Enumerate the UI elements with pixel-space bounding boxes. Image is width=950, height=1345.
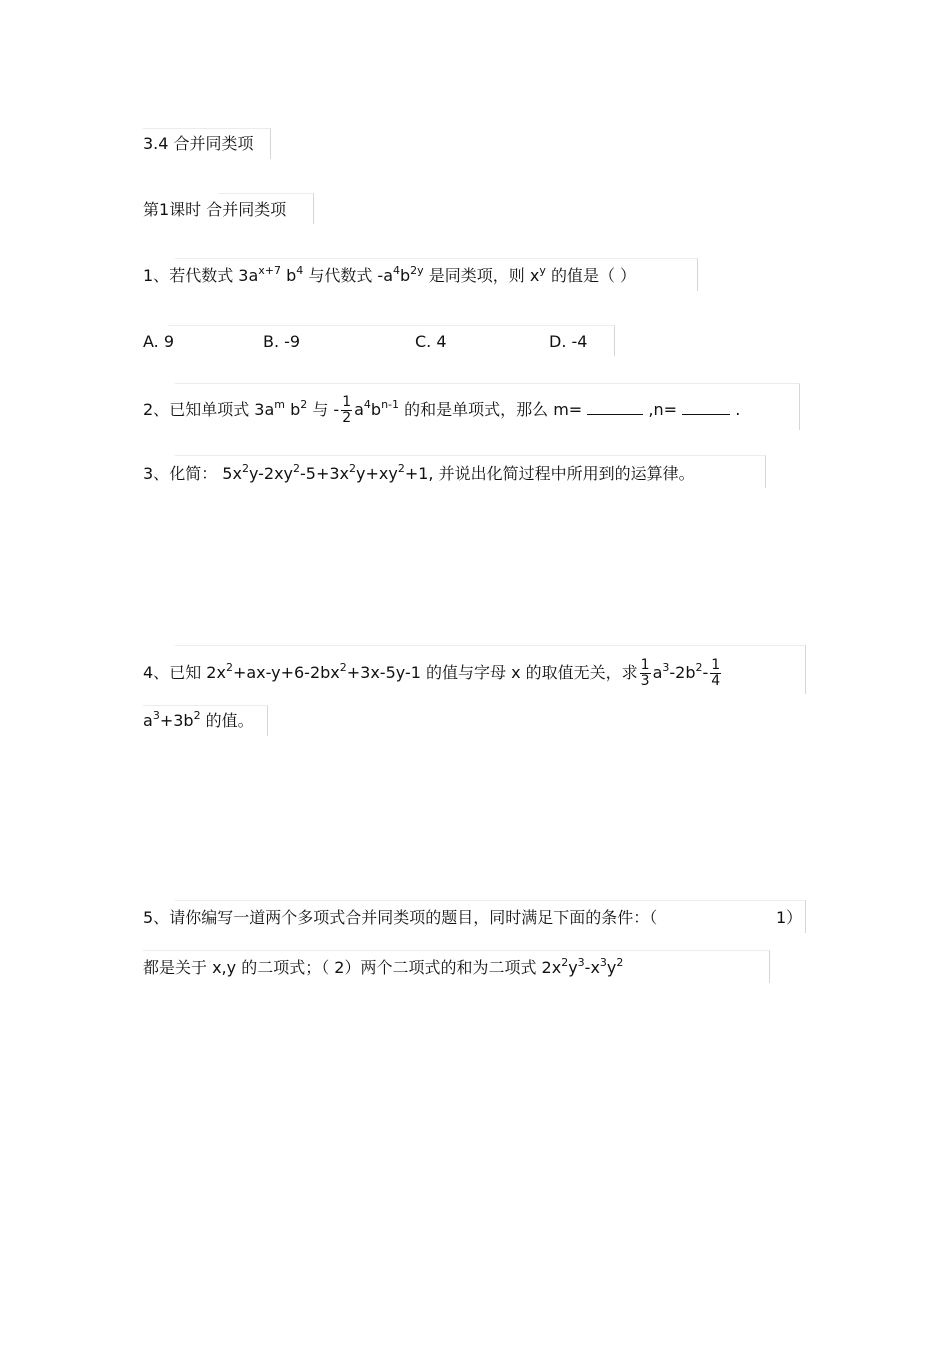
option-d: D. -4 xyxy=(549,332,588,351)
question-2: 2、已知单项式 $3a^m$ $b^2$ 与 - $\frac{1}{2}$ $a^4b^{n-1}$ 的和是单项式，那么 m= ,n= . xyxy=(143,394,741,426)
answer-blank-n[interactable] xyxy=(682,400,730,415)
question-5-continued: 都是关于 x,y 的二项式；（ 2）两个二项式的和为二项式 $2x^2y^3-x^3y^2$ xyxy=(143,956,624,977)
question-3: 3、化简： $5x^2y-2xy^2-5+3x^2y+xy^2+1$, 并说出化简过程中所用到的运算律。 xyxy=(143,462,695,483)
question-4: 4、已知 $2x^2+ax-y+6-2bx^2+3x-5y-1$ 的值与字母 x 的取值无关，求 $\frac{1}{3}$ $a^3-2b^2-$ $\frac{1}{4}$ xyxy=(143,657,721,689)
question-5: 5、请你编写一道两个多项式合并同类项的题目，同时满足下面的条件：（ xyxy=(143,908,658,927)
question-1: 1、若代数式 $3a^{x+7}$ $b^4$ 与代数式 $-a^4b^{2y}$ 是同类项，则 $x^y$ 的值是（ ） xyxy=(143,264,637,285)
question-4-continued: $a^3+3b^2$ 的值。 xyxy=(143,709,254,730)
fraction-one-quarter: $\frac{1}{4}$ xyxy=(711,657,721,689)
fraction-one-half: $\frac{1}{2}$ xyxy=(342,394,352,426)
question-number: 2、 xyxy=(143,400,170,419)
section-title: 3.4 合并同类项 xyxy=(143,134,254,153)
lesson-title: 第1课时 合并同类项 xyxy=(143,200,287,219)
option-c: C. 4 xyxy=(415,332,447,351)
fraction-one-third: $\frac{1}{3}$ xyxy=(640,657,650,689)
question-number: 3、 xyxy=(143,464,170,483)
question-number: 4、 xyxy=(143,663,170,682)
option-a: A. 9 xyxy=(143,332,175,351)
question-number: 5、 xyxy=(143,908,170,927)
question-5-condition-1-marker: 1） xyxy=(776,908,803,927)
answer-blank-m[interactable] xyxy=(587,400,643,415)
question-number: 1、 xyxy=(143,266,170,285)
option-b: B. -9 xyxy=(263,332,301,351)
options-row xyxy=(143,332,587,352)
